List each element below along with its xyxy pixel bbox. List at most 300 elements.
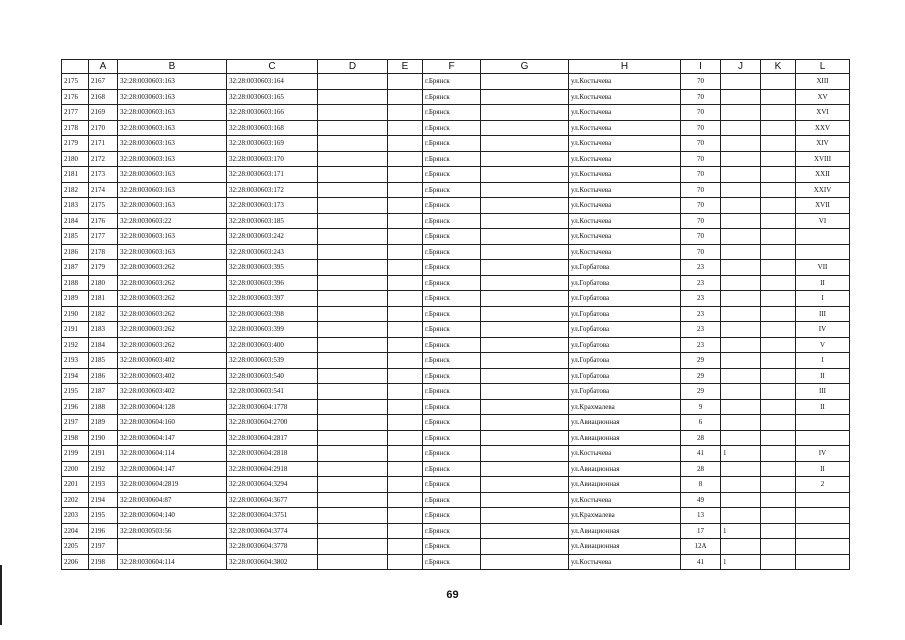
cell-i[interactable]: 23 [681,337,721,353]
cell-c[interactable]: 32:28:0030603:243 [227,244,318,260]
cell-b[interactable]: 32:28:0030604:140 [118,508,227,524]
cell-a[interactable]: 2173 [89,167,118,183]
cell-e[interactable] [388,74,423,90]
cell-b[interactable]: 32:28:0030604:2819 [118,477,227,493]
cell-l[interactable]: VII [796,260,850,276]
row-number[interactable]: 2196 [62,399,89,415]
cell-k[interactable] [761,446,796,462]
cell-b[interactable]: 32:28:0030603:22 [118,213,227,229]
cell-f[interactable]: г.Брянск [423,105,481,121]
column-header-l[interactable]: L [796,60,850,74]
cell-c[interactable]: 32:28:0030603:398 [227,306,318,322]
cell-e[interactable] [388,523,423,539]
row-number[interactable]: 2182 [62,182,89,198]
cell-k[interactable] [761,415,796,431]
cell-k[interactable] [761,384,796,400]
cell-i[interactable]: 29 [681,353,721,369]
cell-b[interactable]: 32:28:0030603:163 [118,151,227,167]
cell-i[interactable]: 41 [681,446,721,462]
cell-i[interactable]: 29 [681,368,721,384]
cell-k[interactable] [761,399,796,415]
cell-l[interactable]: I [796,291,850,307]
cell-c[interactable]: 32:28:0030604:2817 [227,430,318,446]
cell-b[interactable]: 32:28:0030603:163 [118,244,227,260]
cell-a[interactable]: 2196 [89,523,118,539]
cell-l[interactable] [796,244,850,260]
cell-d[interactable] [318,446,388,462]
cell-f[interactable]: г.Брянск [423,74,481,90]
cell-d[interactable] [318,244,388,260]
cell-g[interactable] [481,384,569,400]
cell-d[interactable] [318,415,388,431]
cell-d[interactable] [318,322,388,338]
cell-a[interactable]: 2185 [89,353,118,369]
cell-f[interactable]: г.Брянск [423,306,481,322]
cell-l[interactable]: II [796,368,850,384]
cell-g[interactable] [481,322,569,338]
column-header-k[interactable]: K [761,60,796,74]
cell-i[interactable]: 70 [681,120,721,136]
cell-l[interactable]: XIV [796,136,850,152]
cell-h[interactable]: ул.Горбатова [569,306,681,322]
cell-e[interactable] [388,244,423,260]
cell-g[interactable] [481,105,569,121]
cell-k[interactable] [761,306,796,322]
cell-f[interactable]: г.Брянск [423,368,481,384]
cell-c[interactable]: 32:28:0030603:399 [227,322,318,338]
cell-j[interactable] [721,415,761,431]
cell-a[interactable]: 2174 [89,182,118,198]
cell-c[interactable]: 32:28:0030604:3778 [227,539,318,555]
cell-j[interactable] [721,337,761,353]
cell-j[interactable] [721,322,761,338]
cell-e[interactable] [388,260,423,276]
cell-i[interactable]: 17 [681,523,721,539]
row-number[interactable]: 2188 [62,275,89,291]
cell-b[interactable]: 32:28:0030604:87 [118,492,227,508]
cell-a[interactable]: 2187 [89,384,118,400]
cell-k[interactable] [761,322,796,338]
cell-j[interactable] [721,167,761,183]
cell-h[interactable]: ул.Горбатова [569,322,681,338]
cell-k[interactable] [761,461,796,477]
cell-e[interactable] [388,182,423,198]
cell-j[interactable] [721,384,761,400]
cell-d[interactable] [318,229,388,245]
cell-b[interactable]: 32:28:0030603:163 [118,105,227,121]
cell-k[interactable] [761,136,796,152]
row-number[interactable]: 2199 [62,446,89,462]
cell-c[interactable]: 32:28:0030604:3294 [227,477,318,493]
cell-f[interactable]: г.Брянск [423,446,481,462]
cell-e[interactable] [388,368,423,384]
row-number[interactable]: 2189 [62,291,89,307]
cell-g[interactable] [481,291,569,307]
cell-g[interactable] [481,120,569,136]
cell-j[interactable] [721,151,761,167]
cell-b[interactable]: 32:28:0030603:262 [118,322,227,338]
row-number[interactable]: 2178 [62,120,89,136]
cell-f[interactable]: г.Брянск [423,291,481,307]
row-number[interactable]: 2201 [62,477,89,493]
cell-f[interactable]: г.Брянск [423,415,481,431]
cell-j[interactable] [721,244,761,260]
cell-e[interactable] [388,105,423,121]
row-number[interactable]: 2187 [62,260,89,276]
cell-c[interactable]: 32:28:0030604:3751 [227,508,318,524]
cell-i[interactable]: 6 [681,415,721,431]
cell-a[interactable]: 2189 [89,415,118,431]
row-number[interactable]: 2206 [62,554,89,570]
cell-j[interactable] [721,229,761,245]
cell-d[interactable] [318,136,388,152]
cell-b[interactable]: 32:28:0030603:163 [118,74,227,90]
cell-g[interactable] [481,136,569,152]
cell-e[interactable] [388,492,423,508]
cell-e[interactable] [388,539,423,555]
cell-l[interactable]: III [796,384,850,400]
cell-c[interactable]: 32:28:0030603:395 [227,260,318,276]
cell-h[interactable]: ул.Горбатова [569,291,681,307]
cell-f[interactable]: г.Брянск [423,539,481,555]
row-number[interactable]: 2194 [62,368,89,384]
cell-d[interactable] [318,430,388,446]
cell-k[interactable] [761,337,796,353]
cell-h[interactable]: ул.Авиационная [569,430,681,446]
cell-i[interactable]: 70 [681,167,721,183]
cell-d[interactable] [318,353,388,369]
cell-k[interactable] [761,120,796,136]
column-header-b[interactable]: B [118,60,227,74]
cell-g[interactable] [481,306,569,322]
cell-a[interactable]: 2198 [89,554,118,570]
cell-j[interactable] [721,306,761,322]
cell-i[interactable]: 23 [681,260,721,276]
cell-j[interactable] [721,260,761,276]
cell-d[interactable] [318,554,388,570]
cell-l[interactable]: V [796,337,850,353]
cell-c[interactable]: 32:28:0030603:171 [227,167,318,183]
cell-j[interactable] [721,198,761,214]
cell-j[interactable] [721,120,761,136]
cell-a[interactable]: 2197 [89,539,118,555]
cell-b[interactable] [118,539,227,555]
cell-e[interactable] [388,399,423,415]
cell-k[interactable] [761,523,796,539]
cell-g[interactable] [481,275,569,291]
cell-h[interactable]: ул.Горбатова [569,337,681,353]
cell-a[interactable]: 2191 [89,446,118,462]
cell-c[interactable]: 32:28:0030603:165 [227,89,318,105]
column-header-a[interactable]: A [89,60,118,74]
cell-d[interactable] [318,151,388,167]
row-number[interactable]: 2202 [62,492,89,508]
cell-l[interactable] [796,508,850,524]
cell-b[interactable]: 32:28:0030603:402 [118,384,227,400]
cell-i[interactable]: 23 [681,275,721,291]
cell-b[interactable]: 32:28:0030603:262 [118,291,227,307]
cell-c[interactable]: 32:28:0030604:2700 [227,415,318,431]
row-number[interactable]: 2190 [62,306,89,322]
cell-f[interactable]: г.Брянск [423,508,481,524]
cell-l[interactable]: 2 [796,477,850,493]
cell-h[interactable]: ул.Крахмалева [569,508,681,524]
cell-e[interactable] [388,306,423,322]
cell-k[interactable] [761,539,796,555]
cell-b[interactable]: 32:28:0030604:160 [118,415,227,431]
cell-k[interactable] [761,368,796,384]
cell-b[interactable]: 32:28:0030603:163 [118,89,227,105]
cell-f[interactable]: г.Брянск [423,461,481,477]
cell-h[interactable]: ул.Авиационная [569,415,681,431]
cell-e[interactable] [388,167,423,183]
cell-d[interactable] [318,368,388,384]
cell-d[interactable] [318,260,388,276]
cell-h[interactable]: ул.Горбатова [569,260,681,276]
column-header-j[interactable]: J [721,60,761,74]
row-number[interactable]: 2185 [62,229,89,245]
cell-l[interactable] [796,539,850,555]
cell-f[interactable]: г.Брянск [423,151,481,167]
cell-f[interactable]: г.Брянск [423,399,481,415]
cell-g[interactable] [481,415,569,431]
cell-j[interactable]: 1 [721,554,761,570]
cell-j[interactable] [721,74,761,90]
cell-h[interactable]: ул.Авиационная [569,477,681,493]
cell-h[interactable]: ул.Костычева [569,74,681,90]
cell-d[interactable] [318,508,388,524]
cell-j[interactable] [721,89,761,105]
cell-l[interactable]: VI [796,213,850,229]
cell-f[interactable]: г.Брянск [423,213,481,229]
cell-l[interactable] [796,554,850,570]
cell-f[interactable]: г.Брянск [423,244,481,260]
cell-h[interactable]: ул.Горбатова [569,353,681,369]
cell-g[interactable] [481,89,569,105]
cell-i[interactable]: 70 [681,213,721,229]
cell-h[interactable]: ул.Авиационная [569,461,681,477]
cell-b[interactable]: 32:28:0030603:262 [118,337,227,353]
cell-h[interactable]: ул.Костычева [569,105,681,121]
cell-e[interactable] [388,120,423,136]
cell-i[interactable]: 23 [681,291,721,307]
cell-a[interactable]: 2178 [89,244,118,260]
cell-a[interactable]: 2186 [89,368,118,384]
cell-a[interactable]: 2190 [89,430,118,446]
cell-l[interactable]: XXV [796,120,850,136]
row-number[interactable]: 2183 [62,198,89,214]
cell-b[interactable]: 32:28:0030603:163 [118,136,227,152]
column-header-f[interactable]: F [423,60,481,74]
cell-e[interactable] [388,229,423,245]
cell-c[interactable]: 32:28:0030603:172 [227,182,318,198]
cell-i[interactable]: 28 [681,461,721,477]
cell-e[interactable] [388,430,423,446]
cell-l[interactable] [796,430,850,446]
cell-f[interactable]: г.Брянск [423,554,481,570]
cell-k[interactable] [761,260,796,276]
cell-a[interactable]: 2176 [89,213,118,229]
cell-f[interactable]: г.Брянск [423,430,481,446]
cell-f[interactable]: г.Брянск [423,337,481,353]
cell-i[interactable]: 70 [681,151,721,167]
column-header-e[interactable]: E [388,60,423,74]
cell-e[interactable] [388,384,423,400]
column-header-h[interactable]: H [569,60,681,74]
cell-a[interactable]: 2195 [89,508,118,524]
cell-l[interactable] [796,415,850,431]
row-number[interactable]: 2177 [62,105,89,121]
cell-c[interactable]: 32:28:0030604:1778 [227,399,318,415]
cell-a[interactable]: 2180 [89,275,118,291]
cell-d[interactable] [318,306,388,322]
cell-d[interactable] [318,291,388,307]
cell-f[interactable]: г.Брянск [423,322,481,338]
cell-i[interactable]: 70 [681,105,721,121]
cell-c[interactable]: 32:28:0030603:164 [227,74,318,90]
cell-j[interactable] [721,291,761,307]
cell-l[interactable]: I [796,353,850,369]
cell-j[interactable] [721,213,761,229]
cell-l[interactable]: XV [796,89,850,105]
row-number[interactable]: 2176 [62,89,89,105]
cell-c[interactable]: 32:28:0030604:3677 [227,492,318,508]
cell-j[interactable] [721,353,761,369]
cell-j[interactable] [721,182,761,198]
cell-a[interactable]: 2177 [89,229,118,245]
cell-k[interactable] [761,167,796,183]
cell-c[interactable]: 32:28:0030603:539 [227,353,318,369]
cell-g[interactable] [481,182,569,198]
cell-k[interactable] [761,291,796,307]
cell-d[interactable] [318,167,388,183]
cell-c[interactable]: 32:28:0030604:3774 [227,523,318,539]
cell-a[interactable]: 2167 [89,74,118,90]
cell-e[interactable] [388,554,423,570]
cell-e[interactable] [388,213,423,229]
cell-k[interactable] [761,213,796,229]
cell-b[interactable]: 32:28:0030604:147 [118,430,227,446]
corner-header[interactable] [62,60,89,74]
cell-f[interactable]: г.Брянск [423,89,481,105]
cell-b[interactable]: 32:28:0030603:262 [118,260,227,276]
cell-k[interactable] [761,105,796,121]
cell-h[interactable]: ул.Костычева [569,167,681,183]
cell-g[interactable] [481,508,569,524]
cell-i[interactable]: 70 [681,182,721,198]
cell-e[interactable] [388,291,423,307]
cell-i[interactable]: 28 [681,430,721,446]
cell-d[interactable] [318,492,388,508]
cell-e[interactable] [388,477,423,493]
cell-e[interactable] [388,89,423,105]
cell-h[interactable]: ул.Костычева [569,198,681,214]
cell-k[interactable] [761,554,796,570]
cell-k[interactable] [761,508,796,524]
cell-h[interactable]: ул.Костычева [569,492,681,508]
cell-e[interactable] [388,198,423,214]
cell-d[interactable] [318,461,388,477]
cell-d[interactable] [318,182,388,198]
cell-e[interactable] [388,136,423,152]
cell-b[interactable]: 32:28:0030603:163 [118,120,227,136]
cell-i[interactable]: 8 [681,477,721,493]
cell-d[interactable] [318,89,388,105]
cell-b[interactable]: 32:28:0030603:402 [118,353,227,369]
cell-e[interactable] [388,151,423,167]
cell-g[interactable] [481,477,569,493]
cell-i[interactable]: 12А [681,539,721,555]
cell-j[interactable] [721,275,761,291]
cell-c[interactable]: 32:28:0030603:166 [227,105,318,121]
cell-b[interactable]: 32:28:0030603:163 [118,198,227,214]
cell-c[interactable]: 32:28:0030603:242 [227,229,318,245]
cell-j[interactable] [721,368,761,384]
row-number[interactable]: 2181 [62,167,89,183]
cell-b[interactable]: 32:28:0030604:128 [118,399,227,415]
cell-c[interactable]: 32:28:0030603:170 [227,151,318,167]
cell-h[interactable]: ул.Костычева [569,213,681,229]
cell-k[interactable] [761,198,796,214]
cell-h[interactable]: ул.Авиационная [569,539,681,555]
cell-a[interactable]: 2188 [89,399,118,415]
cell-f[interactable]: г.Брянск [423,182,481,198]
cell-k[interactable] [761,74,796,90]
cell-f[interactable]: г.Брянск [423,492,481,508]
cell-i[interactable]: 70 [681,74,721,90]
cell-i[interactable]: 70 [681,229,721,245]
cell-h[interactable]: ул.Костычева [569,151,681,167]
cell-e[interactable] [388,275,423,291]
cell-h[interactable]: ул.Авиационная [569,523,681,539]
cell-d[interactable] [318,213,388,229]
cell-g[interactable] [481,260,569,276]
cell-b[interactable]: 32:28:0030604:114 [118,446,227,462]
cell-g[interactable] [481,353,569,369]
cell-f[interactable]: г.Брянск [423,198,481,214]
row-number[interactable]: 2175 [62,74,89,90]
cell-k[interactable] [761,430,796,446]
cell-c[interactable]: 32:28:0030603:185 [227,213,318,229]
row-number[interactable]: 2203 [62,508,89,524]
cell-l[interactable]: IV [796,446,850,462]
cell-b[interactable]: 32:28:0030604:114 [118,554,227,570]
cell-i[interactable]: 23 [681,306,721,322]
cell-b[interactable]: 32:28:0030603:262 [118,275,227,291]
cell-h[interactable]: ул.Горбатова [569,275,681,291]
row-number[interactable]: 2179 [62,136,89,152]
cell-f[interactable]: г.Брянск [423,477,481,493]
cell-h[interactable]: ул.Горбатова [569,384,681,400]
cell-e[interactable] [388,415,423,431]
cell-a[interactable]: 2192 [89,461,118,477]
cell-a[interactable]: 2193 [89,477,118,493]
cell-f[interactable]: г.Брянск [423,260,481,276]
cell-i[interactable]: 70 [681,89,721,105]
cell-g[interactable] [481,461,569,477]
cell-j[interactable] [721,430,761,446]
cell-l[interactable]: II [796,399,850,415]
cell-c[interactable]: 32:28:0030603:397 [227,291,318,307]
cell-d[interactable] [318,399,388,415]
cell-c[interactable]: 32:28:0030603:173 [227,198,318,214]
cell-a[interactable]: 2172 [89,151,118,167]
cell-k[interactable] [761,182,796,198]
cell-c[interactable]: 32:28:0030603:396 [227,275,318,291]
column-header-g[interactable]: G [481,60,569,74]
cell-d[interactable] [318,105,388,121]
cell-g[interactable] [481,151,569,167]
